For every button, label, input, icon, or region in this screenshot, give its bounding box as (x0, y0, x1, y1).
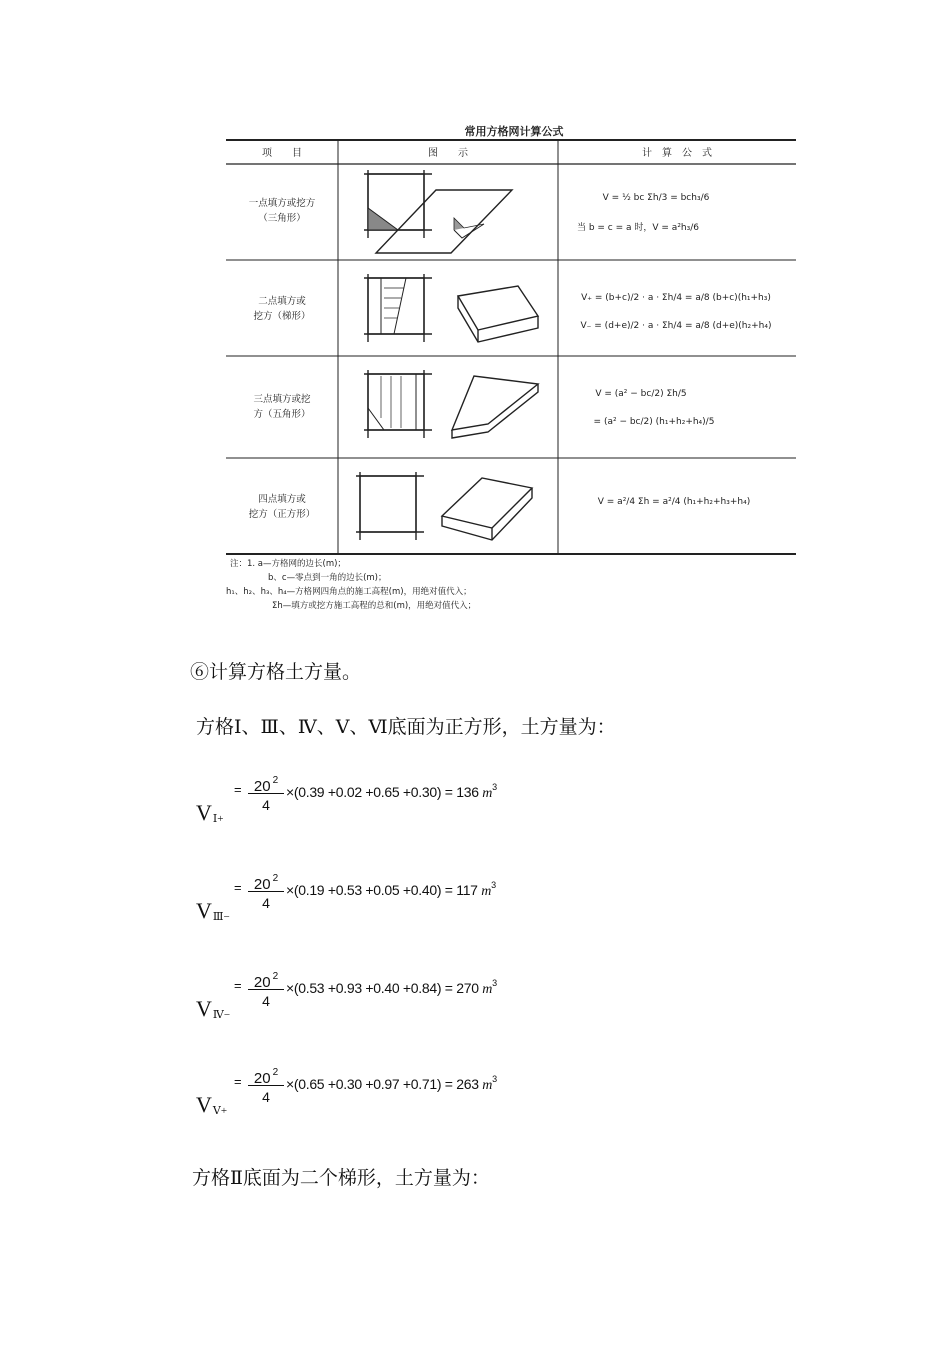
formula-table-svg (226, 118, 798, 618)
equation-3: $V_{Ⅳ-}$ = 20 $^2$ 4 ×(0.53 +0.93 +0.40 +0.84) = 270 $m^3$ (196, 966, 616, 1036)
equation-1: $V_{Ⅰ+}$ = 20 $^2$ 4 ×(0.39 +0.02 +0.65 +0.30) = 136 $m^3$ (196, 770, 616, 840)
equation-1-terms: ×(0.39 +0.02 +0.65 +0.30) = 136 $m^3$ (286, 782, 497, 801)
step-title: ⑥计算方格土方量。 (190, 661, 362, 683)
row1-formula-line1: V = ½ bc Σh/3 = bch₃/6 (602, 193, 710, 203)
note-1: 注：1. a—方格网的边长(m)； (230, 559, 346, 569)
equation-4-fraction: 20 $^2$ 4 (246, 1062, 286, 1107)
equation-2-label: $V_{Ⅲ-}$ (196, 898, 230, 923)
row4-item-line2: 挖方（正方形） (248, 509, 316, 520)
equation-4: $V_{Ⅴ+}$ = 20 $^2$ 4 ×(0.65 +0.30 +0.97 +0.71) = 263 $m^3$ (196, 1062, 616, 1132)
equation-2-terms: ×(0.19 +0.53 +0.05 +0.40) = 117 $m^3$ (286, 880, 496, 899)
row2-item-line1: 二点填方或 (258, 296, 306, 307)
formula-table-figure (226, 118, 798, 618)
intro-trapezoid: 方格Ⅱ底面为二个梯形，土方量为： (192, 1167, 490, 1189)
row1-item-line2: （三角形） (258, 213, 306, 224)
row3-item-line1: 三点填方或挖 (253, 394, 311, 405)
header-diagram: 图 示 (428, 148, 468, 159)
header-item: 项 目 (262, 148, 302, 159)
header-formula: 计 算 公 式 (642, 148, 712, 159)
equation-3-fraction: 20 $^2$ 4 (246, 966, 286, 1011)
row4-item-line1: 四点填方或 (258, 494, 306, 505)
note-3: h₁、h₂、h₃、h₄—方格网四角点的施工高程(m)，用绝对值代入； (226, 587, 472, 597)
equation-2: $V_{Ⅲ-}$ = 20 $^2$ 4 ×(0.19 +0.53 +0.05 +0.40) = 117 $m^3$ (196, 868, 616, 938)
row1-formula-line2: 当 b = c = a 时，V = a²h₃/6 (576, 223, 700, 233)
row4-diagram (356, 472, 532, 540)
row2-formula-line2: V₋ = (d+e)/2 · a · Σh/4 = a/8 (d+e)(h₂+h₄) (580, 321, 772, 331)
row2-diagram (364, 274, 538, 342)
row1-diagram (364, 170, 512, 253)
equation-4-label: $V_{Ⅴ+}$ (196, 1092, 228, 1117)
equation-1-fraction: 20 $^2$ 4 (246, 770, 286, 815)
table-title: 常用方格网计算公式 (464, 125, 564, 138)
row3-formula-line1: V = (a² − bc/2) Σh/5 (595, 389, 687, 399)
row3-diagram (364, 370, 538, 438)
row3-formula-line2: = (a² − bc/2) (h₁+h₂+h₄)/5 (593, 417, 715, 427)
equation-1-label: $V_{Ⅰ+}$ (196, 800, 224, 825)
equation-3-label: $V_{Ⅳ-}$ (196, 996, 231, 1021)
row2-formula-line1: V₊ = (b+c)/2 · a · Σh/4 = a/8 (b+c)(h₁+h₃) (581, 293, 771, 303)
row4-formula-line1: V = a²/4 Σh = a²/4 (h₁+h₂+h₃+h₄) (597, 497, 751, 507)
note-4: Σh—填方或挖方施工高程的总和(m)，用绝对值代入； (272, 601, 477, 611)
note-2: b、c—零点到一角的边长(m)； (268, 573, 387, 583)
row1-item-line1: 一点填方或挖方 (248, 198, 316, 209)
equation-3-terms: ×(0.53 +0.93 +0.40 +0.84) = 270 $m^3$ (286, 978, 497, 997)
equation-4-terms: ×(0.65 +0.30 +0.97 +0.71) = 263 $m^3$ (286, 1074, 497, 1093)
equation-2-fraction: 20 $^2$ 4 (246, 868, 286, 913)
row3-item-line2: 方（五角形） (253, 409, 311, 420)
row2-item-line2: 挖方（梯形） (253, 311, 311, 322)
intro-square: 方格Ⅰ、Ⅲ、Ⅳ、Ⅴ、Ⅵ底面为正方形，土方量为： (196, 716, 616, 738)
